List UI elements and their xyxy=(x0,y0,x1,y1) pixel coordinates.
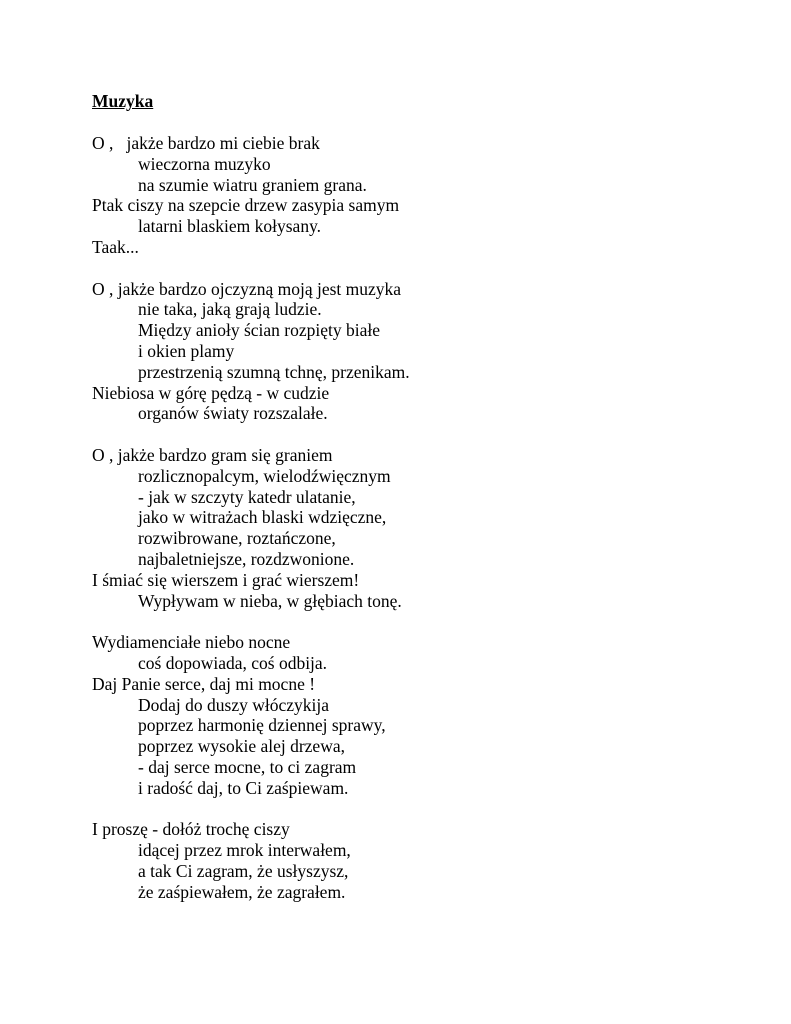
poem-line: O , jakże bardzo ojczyzną moją jest muzyka xyxy=(92,278,402,299)
poem-line: Taak... xyxy=(92,236,139,257)
stanza-gap xyxy=(92,611,772,632)
poem-line: i radość daj, to Ci zaśpiewam. xyxy=(138,777,349,798)
poem-line: Ptak ciszy na szepcie drzew zasypia samym xyxy=(92,195,400,216)
poem-line: idącej przez mrok interwałem, xyxy=(138,840,351,861)
poem-line: O , jakże bardzo mi ciebie brak xyxy=(92,133,320,153)
stanza-gap xyxy=(92,799,772,820)
poem-line: rozlicznopalcym, wielodźwięcznym xyxy=(138,465,391,486)
stanza xyxy=(92,445,772,611)
stanza-gap xyxy=(92,424,772,445)
poem-line: Daj Panie serce, daj mi mocne ! xyxy=(92,673,316,694)
poem-line: poprzez harmonię dziennej sprawy, xyxy=(138,715,386,736)
stanza xyxy=(92,133,772,258)
poem-line: O , jakże bardzo gram się graniem xyxy=(92,444,333,465)
poem-line: - daj serce mocne, to ci zagram xyxy=(138,756,357,777)
poem-line: na szumie wiatru graniem grana. xyxy=(138,174,367,195)
poem-line: poprzez wysokie alej drzewa, xyxy=(138,736,345,757)
stanza xyxy=(92,632,772,798)
poem-line: i okien plamy xyxy=(138,340,235,361)
poem-body xyxy=(92,133,772,902)
poem-line: Wydiamenciałe niebo nocne xyxy=(92,632,291,653)
poem-line: nie taka, jaką grają ludzie. xyxy=(138,299,322,320)
poem-line: najbaletniejsze, rozdzwonione. xyxy=(138,548,355,569)
poem-line: Między anioły ścian rozpięty białe xyxy=(138,320,381,341)
poem-line: rozwibrowane, roztańczone, xyxy=(138,528,336,549)
poem-line: Wypływam w nieba, w głębiach tonę. xyxy=(138,590,402,611)
poem-line: latarni blaskiem kołysany. xyxy=(138,216,322,237)
poem-line: jako w witrażach blaski wdzięczne, xyxy=(138,507,387,528)
poem-line: organów światy rozszalałe. xyxy=(138,403,328,424)
poem-line: a tak Ci zagram, że usłyszysz, xyxy=(138,860,349,881)
poem-line: I proszę - dołóż trochę ciszy xyxy=(92,819,290,840)
poem-line: - jak w szczyty katedr ulatanie, xyxy=(138,486,356,507)
poem-line: wieczorna muzyko xyxy=(138,153,271,174)
stanza-gap xyxy=(92,258,772,279)
poem-line: że zaśpiewałem, że zagrałem. xyxy=(138,881,346,902)
stanza xyxy=(92,279,772,425)
poem-title: Muzyka xyxy=(92,91,154,111)
poem-line: przestrzenią szumną tchnę, przenikam. xyxy=(138,361,410,382)
poem-line: I śmiać się wierszem i grać wierszem! xyxy=(92,569,360,590)
poem-line: Niebiosa w górę pędzą - w cudzie xyxy=(92,382,330,403)
poem-line: Dodaj do duszy włóczykija xyxy=(138,694,329,715)
poem-line: coś dopowiada, coś odbija. xyxy=(138,652,328,673)
stanza xyxy=(92,819,772,902)
